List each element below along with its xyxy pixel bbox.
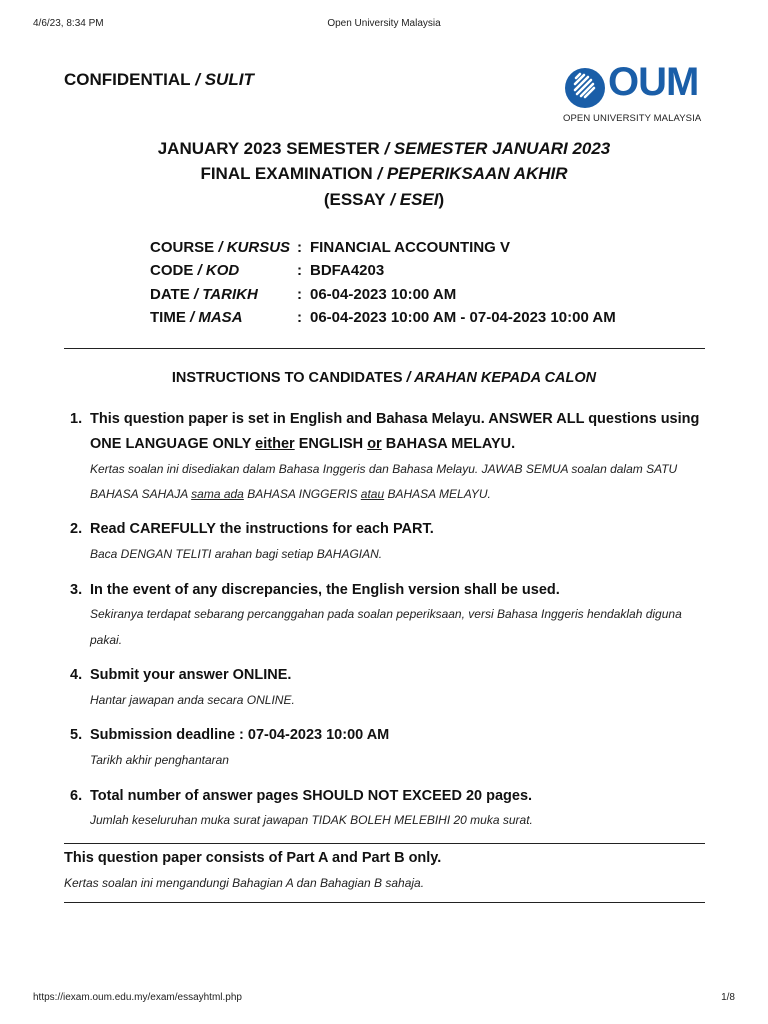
semester-en: JANUARY 2023 SEMESTER	[157, 139, 380, 158]
detail-value: BDFA4203	[310, 262, 385, 279]
classification-label	[64, 70, 254, 90]
classification-sep: /	[190, 70, 205, 89]
detail-value: 06-04-2023 10:00 AM - 07-04-2023 10:00 AM	[310, 309, 616, 326]
instruction-en: Total number of answer pages SHOULD NOT EXCEED 20 pages.	[90, 788, 533, 804]
divider	[64, 843, 705, 844]
instruction-en: Read CAREFULLY the instructions for each PART.	[90, 521, 434, 537]
exam-ms: PEPERIKSAAN AKHIR	[386, 164, 568, 183]
detail-label-ms: TARIKH	[202, 286, 258, 303]
instruction-number: 2.	[70, 521, 83, 537]
instruction-ms: Tarikh akhir penghantaran	[90, 753, 229, 767]
instruction-ms: Jumlah keseluruhan muka surat jawapan TIDAK BOLEH MELEBIHI 20 muka surat.	[90, 813, 533, 827]
semester-title: JANUARY 2023 SEMESTER / SEMESTER JANUARI 2023	[157, 139, 611, 158]
detail-label-en: CODE	[150, 262, 194, 279]
instruction-number: 5.	[70, 727, 83, 743]
instruction-number: 6.	[70, 788, 83, 804]
exam-type: (ESSAY / ESEI)	[323, 190, 445, 209]
parts-note-en: This question paper consists of Part A and Part B only.	[64, 850, 442, 866]
instruction-ms: BAHASA SAHAJA sama ada BAHASA INGGERIS atau BAHASA MELAYU.	[90, 487, 491, 501]
instruction-number: 1.	[70, 411, 83, 427]
detail-label-ms: KOD	[205, 262, 240, 279]
instruction-ms: Kertas soalan ini disediakan dalam Bahasa Inggeris dan Bahasa Melayu. JAWAB SEMUA soalan dalam SATU	[90, 462, 678, 476]
type-en: ESSAY	[329, 190, 386, 209]
divider	[64, 902, 705, 903]
print-url: https://iexam.oum.edu.my/exam/essayhtml.php	[33, 992, 242, 1003]
type-ms: ESEI	[399, 190, 439, 209]
instruction-en: Submission deadline : 07-04-2023 10:00 AM	[90, 727, 390, 743]
classification-ms: SULIT	[204, 70, 254, 89]
print-page-number: 1/8	[721, 992, 735, 1003]
exam-title: FINAL EXAMINATION / PEPERIKSAAN AKHIR	[200, 164, 568, 183]
instruction-ms: Baca DENGAN TELITI arahan bagi setiap BAHAGIAN.	[90, 547, 383, 561]
exam-en: FINAL EXAMINATION	[200, 164, 373, 183]
detail-label-en: DATE	[150, 286, 190, 303]
instruction-en: ONE LANGUAGE ONLY either ENGLISH or BAHASA MELAYU.	[90, 436, 516, 452]
instruction-ms: Hantar jawapan anda secara ONLINE.	[90, 693, 295, 707]
detail-label-en: COURSE	[150, 239, 215, 256]
instructions-heading-en: INSTRUCTIONS TO CANDIDATES	[171, 370, 403, 386]
semester-ms: SEMESTER JANUARI 2023	[393, 139, 611, 158]
instruction-ms: Sekiranya terdapat sebarang percanggahan pada soalan peperiksaan, versi Bahasa Inggeris hendaklah diguna	[90, 607, 682, 621]
instruction-ms: pakai.	[90, 633, 123, 647]
oum-logo-subtitle: OPEN UNIVERSITY MALAYSIA	[563, 113, 702, 124]
print-datetime: 4/6/23, 8:34 PM	[33, 18, 104, 29]
instructions-heading: INSTRUCTIONS TO CANDIDATES / ARAHAN KEPADA CALON	[171, 370, 597, 386]
oum-logo-mark-icon	[563, 66, 607, 110]
oum-logo-text: OUM	[608, 60, 699, 104]
instruction-number: 3.	[70, 582, 83, 598]
classification-en: CONFIDENTIAL	[64, 70, 191, 89]
instruction-number: 4.	[70, 667, 83, 683]
oum-logo	[563, 60, 708, 126]
parts-note-ms: Kertas soalan ini mengandungi Bahagian A dan Bahagian B sahaja.	[64, 876, 425, 890]
instruction-en: In the event of any discrepancies, the English version shall be used.	[90, 582, 560, 598]
detail-value: 06-04-2023 10:00 AM	[310, 286, 457, 303]
detail-value: FINANCIAL ACCOUNTING V	[310, 239, 510, 256]
instructions-heading-ms: ARAHAN KEPADA CALON	[414, 370, 597, 386]
detail-label-en: TIME	[150, 309, 186, 326]
detail-label-ms: KURSUS	[226, 239, 291, 256]
instruction-en: Submit your answer ONLINE.	[90, 667, 292, 683]
instruction-en: This question paper is set in English and Bahasa Melayu. ANSWER ALL questions using	[90, 411, 700, 427]
print-page-title: Open University Malaysia	[327, 18, 441, 29]
divider	[64, 348, 705, 349]
detail-label-ms: MASA	[198, 309, 243, 326]
